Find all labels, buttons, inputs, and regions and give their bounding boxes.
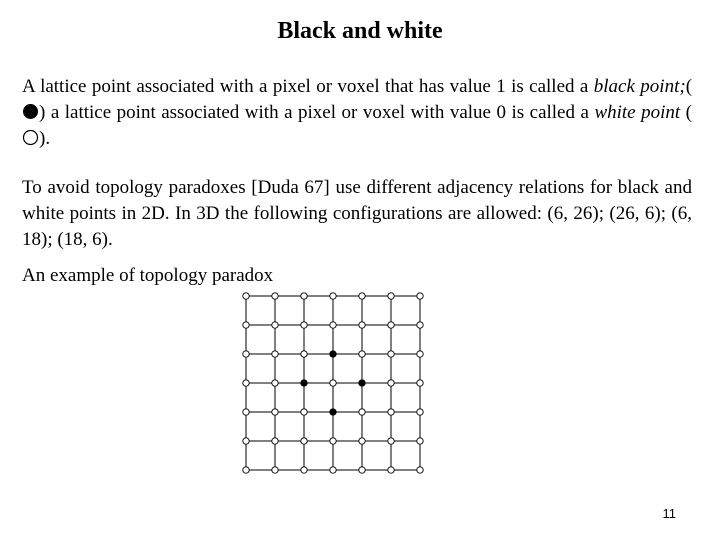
white-lattice-point	[272, 409, 278, 415]
white-lattice-point	[301, 438, 307, 444]
white-lattice-point	[243, 351, 249, 357]
white-lattice-point	[272, 322, 278, 328]
black-point-term: black point;	[593, 76, 686, 97]
example-label: An example of topology paradox	[22, 265, 274, 286]
white-lattice-point	[272, 293, 278, 299]
white-lattice-point	[301, 351, 307, 357]
white-lattice-point	[301, 467, 307, 473]
white-lattice-point	[243, 293, 249, 299]
open-paren-1: (	[685, 76, 693, 97]
black-lattice-point	[330, 351, 336, 357]
white-lattice-point	[243, 380, 249, 386]
white-lattice-point	[301, 322, 307, 328]
white-lattice-point	[359, 438, 365, 444]
definition-text-2: ) a lattice point associated with a pixel or voxel with value 0 is called a	[39, 102, 589, 123]
white-point-icon	[22, 129, 39, 146]
black-lattice-point	[359, 380, 365, 386]
white-lattice-point	[388, 467, 394, 473]
white-lattice-point	[330, 322, 336, 328]
white-lattice-point	[243, 467, 249, 473]
black-point-icon	[22, 103, 39, 120]
white-lattice-point	[330, 438, 336, 444]
paragraph-definition	[22, 74, 692, 152]
white-lattice-point	[417, 380, 423, 386]
page-number: 11	[662, 506, 676, 521]
white-lattice-point	[359, 351, 365, 357]
white-lattice-point	[388, 351, 394, 357]
white-lattice-point	[272, 467, 278, 473]
white-lattice-point	[388, 438, 394, 444]
white-lattice-point	[417, 438, 423, 444]
white-lattice-point	[359, 467, 365, 473]
white-lattice-point	[388, 322, 394, 328]
black-lattice-point	[301, 380, 307, 386]
white-lattice-point	[272, 438, 278, 444]
white-lattice-point	[301, 293, 307, 299]
white-lattice-point	[272, 380, 278, 386]
white-lattice-point	[359, 293, 365, 299]
definition-text-3: ).	[39, 128, 51, 149]
white-lattice-point	[330, 293, 336, 299]
white-point-term: white point	[594, 102, 681, 123]
white-lattice-point	[272, 351, 278, 357]
white-lattice-point	[388, 293, 394, 299]
topology-paradox-lattice	[236, 289, 432, 475]
white-lattice-point	[330, 467, 336, 473]
white-lattice-point	[417, 293, 423, 299]
open-paren-2: (	[685, 102, 692, 123]
paragraph-adjacency: To avoid topology paradoxes [Duda 67] use different adjacency relations for black and white points in 2D. In 3D the following configurations are allowed: (6, 26); (26, 6); (6, 18); (18, 6).	[22, 177, 692, 250]
white-lattice-point	[243, 409, 249, 415]
black-lattice-point	[330, 409, 336, 415]
white-lattice-point	[417, 409, 423, 415]
white-lattice-point	[243, 322, 249, 328]
white-lattice-point	[359, 409, 365, 415]
white-lattice-point	[417, 322, 423, 328]
slide-title: Black and white	[277, 18, 443, 44]
white-lattice-point	[301, 409, 307, 415]
white-lattice-point	[388, 409, 394, 415]
white-lattice-point	[359, 322, 365, 328]
white-lattice-point	[243, 438, 249, 444]
white-lattice-point	[417, 351, 423, 357]
definition-text-1: A lattice point associated with a pixel or voxel that has value 1 is called a	[22, 76, 589, 97]
white-lattice-point	[330, 380, 336, 386]
white-lattice-point	[417, 467, 423, 473]
white-lattice-point	[388, 380, 394, 386]
